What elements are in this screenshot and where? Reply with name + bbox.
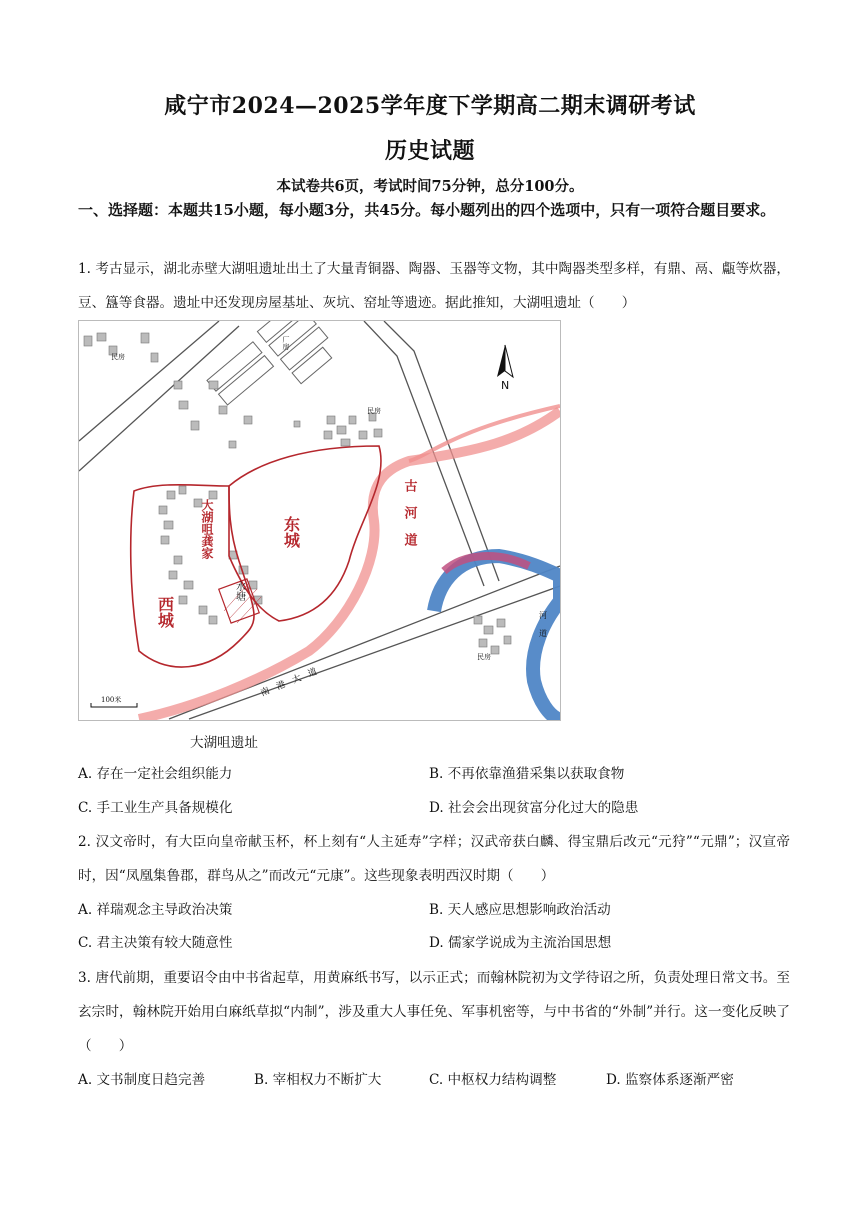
scale-label: 100米	[101, 696, 122, 704]
question-2-stem: 2. 汉文帝时，有大臣向皇帝献玉杯，杯上刻有“人主延寿”字样；汉武帝获白麟、得宝鼎后改元“元狩”“元鼎”；汉宣帝时，因“凤凰集鲁郡，群鸟从之”而改元“元康”。这些现象表明西汉时期（ ）	[78, 834, 790, 884]
site-map-figure	[78, 320, 561, 721]
q1-option-b[interactable]: B. 不再依靠渔猎采集以获取食物	[429, 766, 625, 782]
q1-option-c[interactable]: C. 手工业生产具备规模化	[78, 800, 233, 816]
q1-option-a[interactable]: A. 存在一定社会组织能力	[78, 766, 233, 782]
pond-label: 水塘	[233, 581, 245, 601]
question-3-stem: 3. 唐代前期，重要诏令由中书省起草，用黄麻纸书写，以示正式；而翰林院初为文学待诏之所，负责处理日常文书。至玄宗时，翰林院开始用白麻纸草拟“内制”，涉及重大人事任免、军事机密等，与中书省的“外制”并行。这一变化反映了（ ）	[78, 970, 790, 1054]
site-map	[79, 321, 560, 720]
old-river-label: 古河道	[401, 479, 417, 560]
exam-title: 咸宁市2024—2025学年度下学期高二期末调研考试	[164, 93, 696, 119]
q1-option-d[interactable]: D. 社会会出现贫富分化过大的隐患	[429, 800, 639, 816]
east-city-label: 东城	[281, 516, 301, 548]
old-river-channel	[139, 411, 560, 719]
house-label-north: 民房	[367, 407, 381, 415]
q3-option-b[interactable]: B. 宰相权力不断扩大	[254, 1072, 382, 1088]
q2-option-b[interactable]: B. 天人感应思想影响政治活动	[429, 902, 611, 918]
house-label-east: 民房	[477, 653, 491, 661]
west-city-label: 西城	[155, 596, 175, 628]
factory-label: 厂房	[282, 336, 290, 350]
section-heading: 一、选择题：本题共15小题，每小题3分，共45分。每小题列出的四个选项中，只有一项符合题目要求。	[78, 201, 776, 219]
north-arrow-icon	[497, 345, 513, 377]
question-1-stem: 1. 考古显示，湖北赤壁大湖咀遗址出土了大量青铜器、陶器、玉器等文物，其中陶器类型多样，有鼎、鬲、甗等炊器，豆、簋等食器。遗址中还发现房屋基址、灰坑、窑址等遗迹。据此推知，大湖咀遗址（ ）	[78, 261, 790, 311]
figure-caption: 大湖咀遗址	[190, 735, 258, 751]
site-name-label: 大湖咀龚家	[200, 499, 214, 559]
exam-intro: 本试卷共6页，考试时间75分钟，总分100分。	[276, 178, 584, 195]
river-label: 河道	[538, 611, 548, 647]
road-label: 南港大道	[259, 664, 327, 699]
q3-option-d[interactable]: D. 监察体系逐渐严密	[606, 1072, 734, 1088]
q2-option-a[interactable]: A. 祥瑞观念主导政治决策	[78, 902, 233, 918]
north-label: N	[501, 379, 510, 392]
city-boundaries	[131, 446, 381, 667]
q3-option-a[interactable]: A. 文书制度日趋完善	[78, 1072, 206, 1088]
q3-option-c[interactable]: C. 中枢权力结构调整	[429, 1072, 557, 1088]
q2-option-c[interactable]: C. 君主决策有较大随意性	[78, 935, 233, 951]
exam-subtitle: 历史试题	[384, 138, 475, 164]
q2-option-d[interactable]: D. 儒家学说成为主流治国思想	[429, 935, 612, 951]
house-label-west: 民房	[111, 353, 125, 361]
